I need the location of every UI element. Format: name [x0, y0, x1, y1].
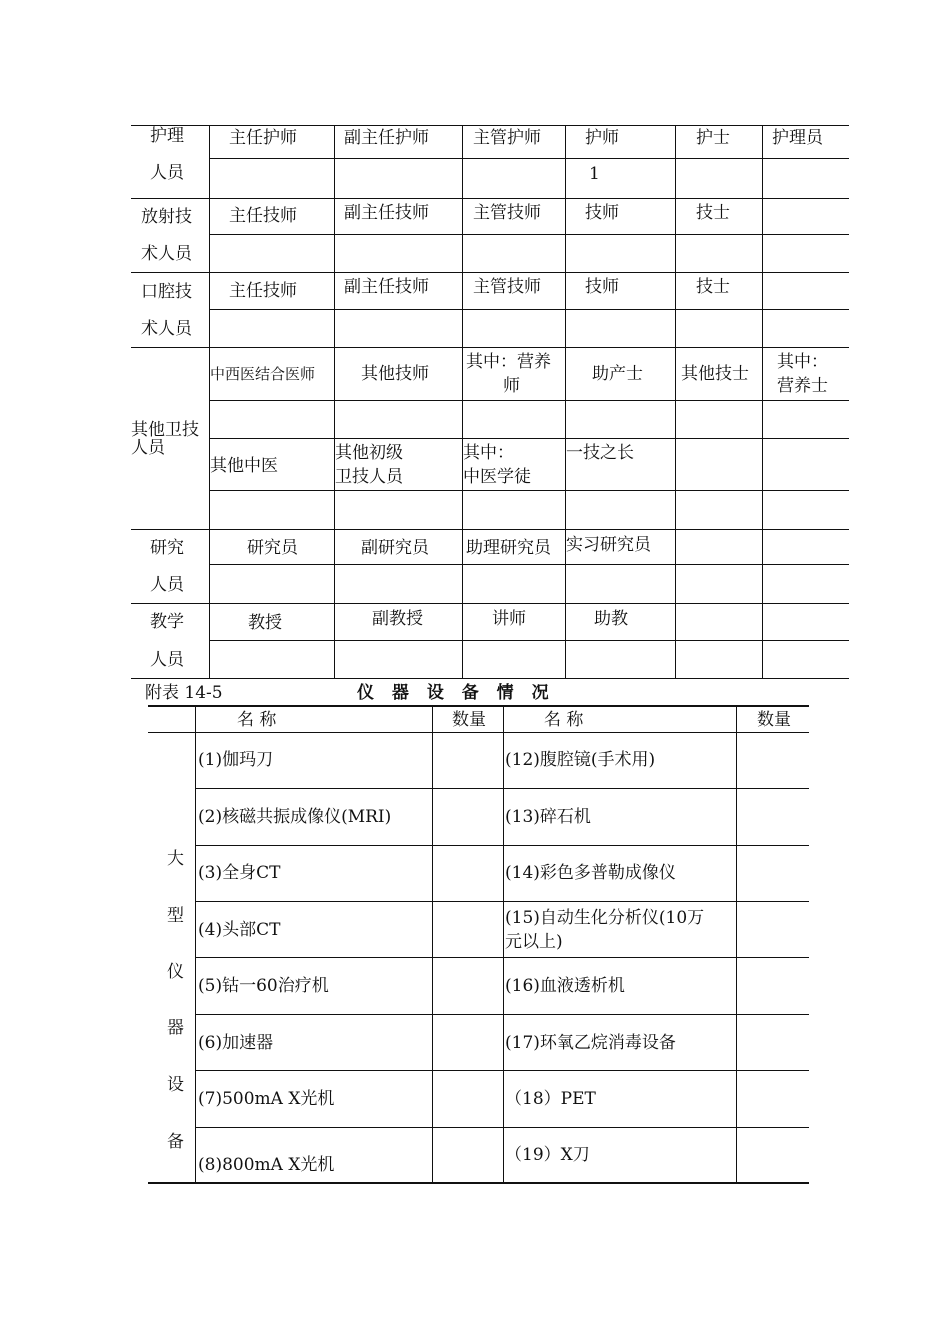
category-char: 器 — [167, 1018, 184, 1038]
other-title: 其他技士 — [681, 364, 749, 384]
category-char: 备 — [167, 1132, 184, 1152]
radiology-label-1: 放射技 — [141, 207, 192, 227]
header-name-right: 名 称 — [544, 710, 584, 730]
nursing-label-2: 人员 — [150, 163, 184, 183]
nursing-title: 护理员 — [772, 128, 823, 148]
equipment-item: (7)500mA X光机 — [198, 1089, 335, 1109]
research-title: 副研究员 — [361, 538, 429, 558]
equipment-item: (12)腹腔镜(手术用) — [505, 750, 656, 770]
other-title: 一技之长 — [566, 443, 634, 463]
dental-title: 主管技师 — [473, 277, 541, 297]
other-title: 其他初级 — [335, 443, 403, 463]
header-qty-left: 数量 — [452, 710, 486, 730]
equipment-item: (5)钴一60治疗机 — [198, 976, 329, 996]
header-name-left: 名 称 — [237, 710, 277, 730]
dental-title: 技师 — [585, 277, 619, 297]
equipment-item: (2)核磁共振成像仪(MRI) — [198, 807, 392, 827]
research-title: 助理研究员 — [466, 538, 551, 558]
radiology-title: 主任技师 — [229, 206, 297, 226]
research-title: 研究员 — [247, 538, 298, 558]
nursing-label-1: 护理 — [150, 126, 184, 146]
teaching-title: 助教 — [594, 609, 628, 629]
teaching-title: 讲师 — [492, 609, 526, 629]
research-title: 实习研究员 — [566, 535, 651, 555]
equipment-item: （19）X刀 — [505, 1145, 590, 1165]
radiology-label-2: 术人员 — [141, 244, 192, 264]
nursing-title: 副主任护师 — [344, 128, 429, 148]
equipment-item: (8)800mA X光机 — [198, 1155, 335, 1175]
dental-title: 技士 — [696, 277, 730, 297]
equipment-item: (4)头部CT — [198, 920, 281, 940]
equipment-item: (15)自动生化分析仪(10万 — [505, 908, 705, 928]
equipment-item: (6)加速器 — [198, 1033, 274, 1053]
equipment-item: 元以上) — [505, 932, 563, 952]
other-title: 其他技师 — [361, 364, 429, 384]
radiology-title: 技士 — [696, 203, 730, 223]
other-title: 营养士 — [777, 376, 828, 396]
teaching-label-2: 人员 — [150, 650, 184, 670]
other-title: 助产士 — [592, 364, 643, 384]
dental-title: 副主任技师 — [344, 277, 429, 297]
equipment-item: (1)伽玛刀 — [198, 750, 274, 770]
other-title: 师 — [503, 376, 520, 396]
research-label-2: 人员 — [150, 575, 184, 595]
other-title: 其中： — [463, 443, 514, 463]
equipment-title: 仪 器 设 备 情 况 — [357, 683, 555, 703]
other-title: 其中： — [777, 352, 828, 372]
category-char: 设 — [167, 1075, 184, 1095]
equipment-item: (14)彩色多普勒成像仪 — [505, 863, 676, 883]
dental-title: 主任技师 — [229, 281, 297, 301]
other-label-2: 人员 — [131, 438, 165, 458]
equipment-item: (16)血液透析机 — [505, 976, 625, 996]
radiology-title: 技师 — [585, 203, 619, 223]
other-title: 卫技人员 — [335, 467, 403, 487]
other-title: 中医学徒 — [463, 467, 531, 487]
teaching-title: 副教授 — [372, 609, 423, 629]
dental-label-2: 术人员 — [141, 319, 192, 339]
nursing-title: 主管护师 — [473, 128, 541, 148]
nursing-title: 护师 — [585, 128, 619, 148]
dental-label-1: 口腔技 — [141, 282, 192, 302]
teaching-title: 教授 — [248, 613, 282, 633]
research-label-1: 研究 — [150, 538, 184, 558]
equipment-item: （18）PET — [505, 1089, 596, 1109]
table-number: 附表 14-5 — [145, 683, 223, 703]
nursing-title: 护士 — [696, 128, 730, 148]
nursing-title: 主任护师 — [229, 128, 297, 148]
header-qty-right: 数量 — [757, 710, 791, 730]
category-char: 型 — [167, 906, 184, 926]
category-char: 大 — [167, 849, 184, 869]
other-title: 中西医结合医师 — [210, 365, 316, 383]
other-label-1: 其他卫技 — [131, 420, 199, 440]
equipment-item: (13)碎石机 — [505, 807, 591, 827]
other-title: 其他中医 — [210, 456, 278, 476]
radiology-title: 副主任技师 — [344, 203, 429, 223]
radiology-title: 主管技师 — [473, 203, 541, 223]
nursing-value-nurse: 1 — [589, 164, 600, 184]
other-title: 其中：营养 — [466, 352, 551, 372]
equipment-item: (3)全身CT — [198, 863, 281, 883]
equipment-item: (17)环氧乙烷消毒设备 — [505, 1033, 676, 1053]
teaching-label-1: 教学 — [150, 612, 184, 632]
category-char: 仪 — [167, 962, 184, 982]
